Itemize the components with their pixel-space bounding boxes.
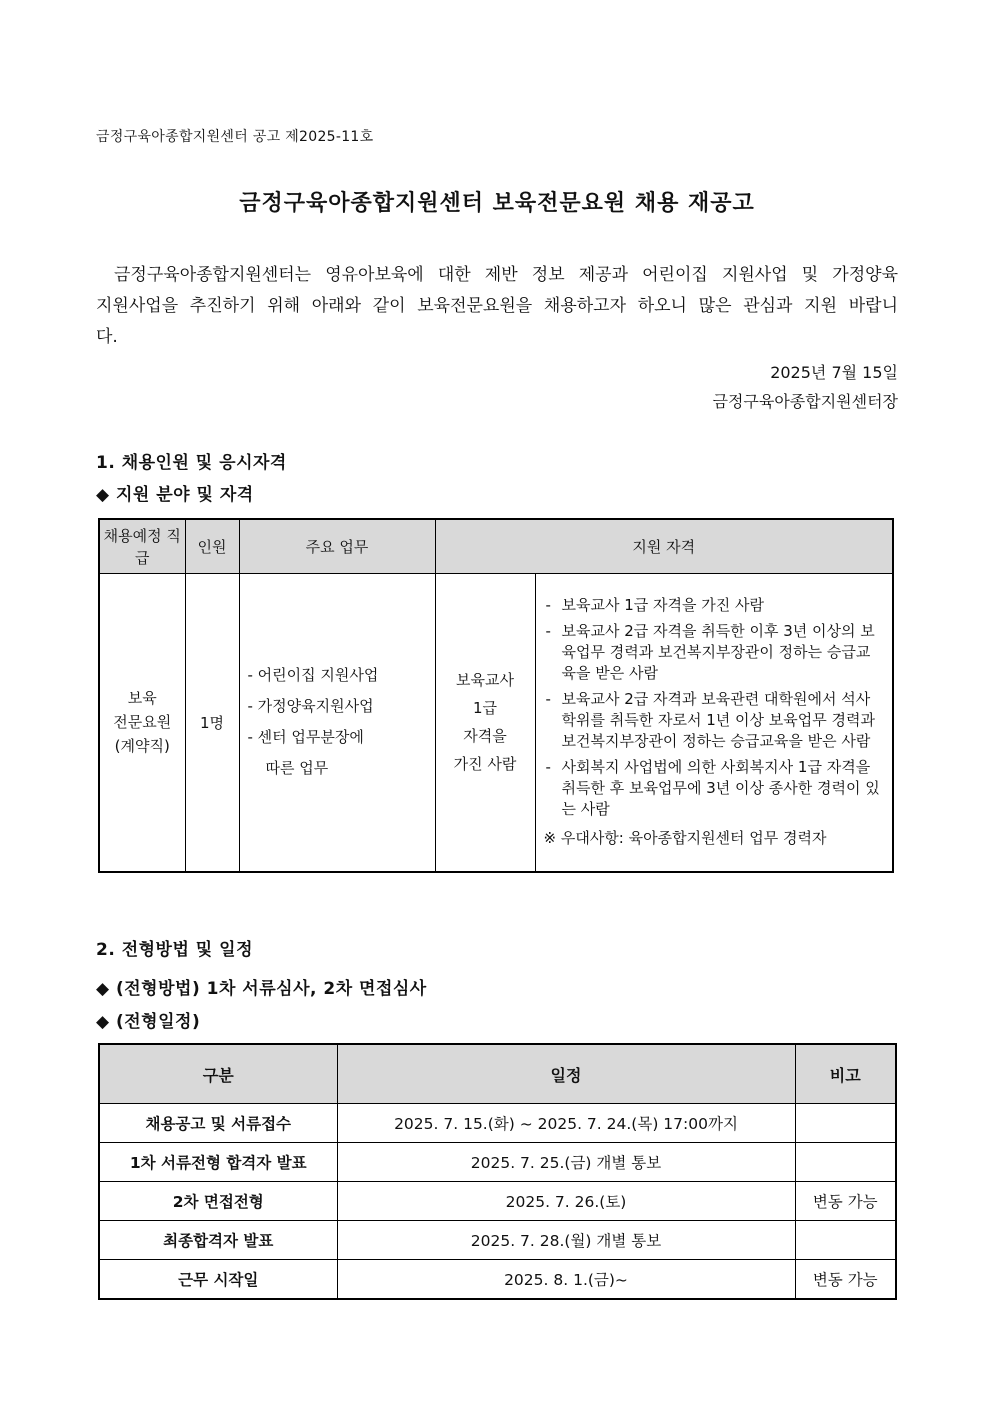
position-line: 보육 [127, 689, 157, 708]
table-header-row [99, 1044, 896, 1104]
category-cell: 근무 시작일 [99, 1260, 337, 1300]
schedule-cell: 2025. 7. 15.(화) ~ 2025. 7. 24.(목) 17:00까지 [337, 1104, 795, 1143]
section2-heading: 2. 전형방법 및 일정 [96, 940, 253, 960]
table-row [99, 1260, 896, 1300]
schedule-heading: ◆ (전형일정) [96, 1012, 201, 1032]
page-title: 금정구육아종합지원센터 보육전문요원 채용 재공고 [239, 191, 755, 216]
notice-date: 2025년 7월 15일 [770, 363, 898, 382]
qualification-line: 보육교사 [456, 671, 514, 690]
header-position: 채용예정 직급 [99, 519, 185, 574]
count-cell: 1명 [185, 574, 239, 872]
position-cell [99, 574, 185, 872]
notice-number: 금정구육아종합지원센터 공고 제2025-11호 [96, 129, 374, 145]
header-schedule: 일정 [337, 1044, 795, 1104]
list-item: - 사회복지 사업법에 의한 사회복지사 1급 자격을 취득한 후 보육업무에 3년 이상 종사한 경력이 있는 사람 [545, 758, 880, 819]
schedule-table [98, 1043, 897, 1300]
qualification-table [98, 518, 894, 873]
header-qualification: 지원 자격 [435, 519, 893, 574]
note-cell [795, 1104, 896, 1143]
notice-signer: 금정구육아종합지원센터장 [712, 392, 898, 411]
qualification-item: 사회복지 사업법에 의한 사회복지사 1급 자격을 취득한 후 보육업무에 3년 이상 종사한 경력이 있는 사람 [561, 758, 880, 819]
qualification-summary-cell [435, 574, 535, 872]
qualification-item: 보육교사 2급 자격과 보육관련 대학원에서 석사학위를 취득한 자로서 1년 이상 보육업무 경력과 보건복지부장관이 정하는 승급교육을 받은 사람 [561, 690, 875, 751]
position-line: (계약직) [114, 737, 170, 756]
qualification-line: 가진 사람 [453, 755, 517, 774]
table-row [99, 1221, 896, 1260]
duties-cell [239, 574, 435, 872]
duty-item: - 센터 업무분장에 [247, 728, 364, 747]
table-header-row [99, 519, 893, 574]
qualification-line: 자격을 [463, 727, 507, 746]
schedule-cell: 2025. 7. 28.(월) 개별 통보 [337, 1221, 795, 1260]
schedule-cell: 2025. 8. 1.(금)~ [337, 1260, 795, 1300]
schedule-cell: 2025. 7. 26.(토) [337, 1182, 795, 1221]
qualification-line: 1급 [472, 699, 498, 718]
intro-paragraph: 금정구육아종합지원센터는 영유아보육에 대한 제반 정보 제공과 어린이집 지원사업 및 가정양육 지원사업을 추진하기 위해 아래와 같이 보육전문요원을 채용하고자 하오니 많은 관심과 지원 바랍니다. [96, 265, 898, 347]
list-item: - 보육교사 2급 자격과 보육관련 대학원에서 석사학위를 취득한 자로서 1년 이상 보육업무 경력과 보건복지부장관이 정하는 승급교육을 받은 사람 [545, 690, 875, 751]
preference-note: ※ 우대사항: 육아종합지원센터 업무 경력자 [543, 829, 827, 848]
note-cell: 변동 가능 [795, 1260, 896, 1300]
header-duties: 주요 업무 [239, 519, 435, 574]
qualification-item: 보육교사 2급 자격을 취득한 이후 3년 이상의 보육업무 경력과 보건복지부장관이 정하는 승급교육을 받은 사람 [561, 622, 875, 683]
header-note: 비고 [795, 1044, 896, 1104]
list-item: - 보육교사 2급 자격을 취득한 이후 3년 이상의 보육업무 경력과 보건복지부장관이 정하는 승급교육을 받은 사람 [545, 622, 875, 683]
header-category: 구분 [99, 1044, 337, 1104]
category-cell: 2차 면접전형 [99, 1182, 337, 1221]
selection-method: ◆ (전형방법) 1차 서류심사, 2차 면접심사 [96, 979, 427, 999]
note-cell [795, 1221, 896, 1260]
table-row [99, 1143, 896, 1182]
section1-subheading: ◆ 지원 분야 및 자격 [96, 485, 254, 505]
note-cell [795, 1143, 896, 1182]
table-row [99, 574, 893, 872]
note-cell: 변동 가능 [795, 1182, 896, 1221]
category-cell: 최종합격자 발표 [99, 1221, 337, 1260]
qualification-list [544, 595, 885, 820]
duty-item: 따른 업무 [265, 759, 329, 778]
qualification-details-cell [535, 574, 893, 872]
table-row [99, 1182, 896, 1221]
category-cell: 1차 서류전형 합격자 발표 [99, 1143, 337, 1182]
position-line: 전문요원 [113, 713, 172, 732]
schedule-cell: 2025. 7. 25.(금) 개별 통보 [337, 1143, 795, 1182]
section1-heading: 1. 채용인원 및 응시자격 [96, 453, 287, 473]
category-cell: 채용공고 및 서류접수 [99, 1104, 337, 1143]
list-item: - 보육교사 1급 자격을 가진 사람 [545, 596, 764, 615]
duty-item: - 가정양육지원사업 [247, 697, 374, 716]
qualification-item: 보육교사 1급 자격을 가진 사람 [561, 596, 764, 615]
header-count: 인원 [185, 519, 239, 574]
duty-item: - 어린이집 지원사업 [247, 666, 379, 685]
table-row [99, 1104, 896, 1143]
